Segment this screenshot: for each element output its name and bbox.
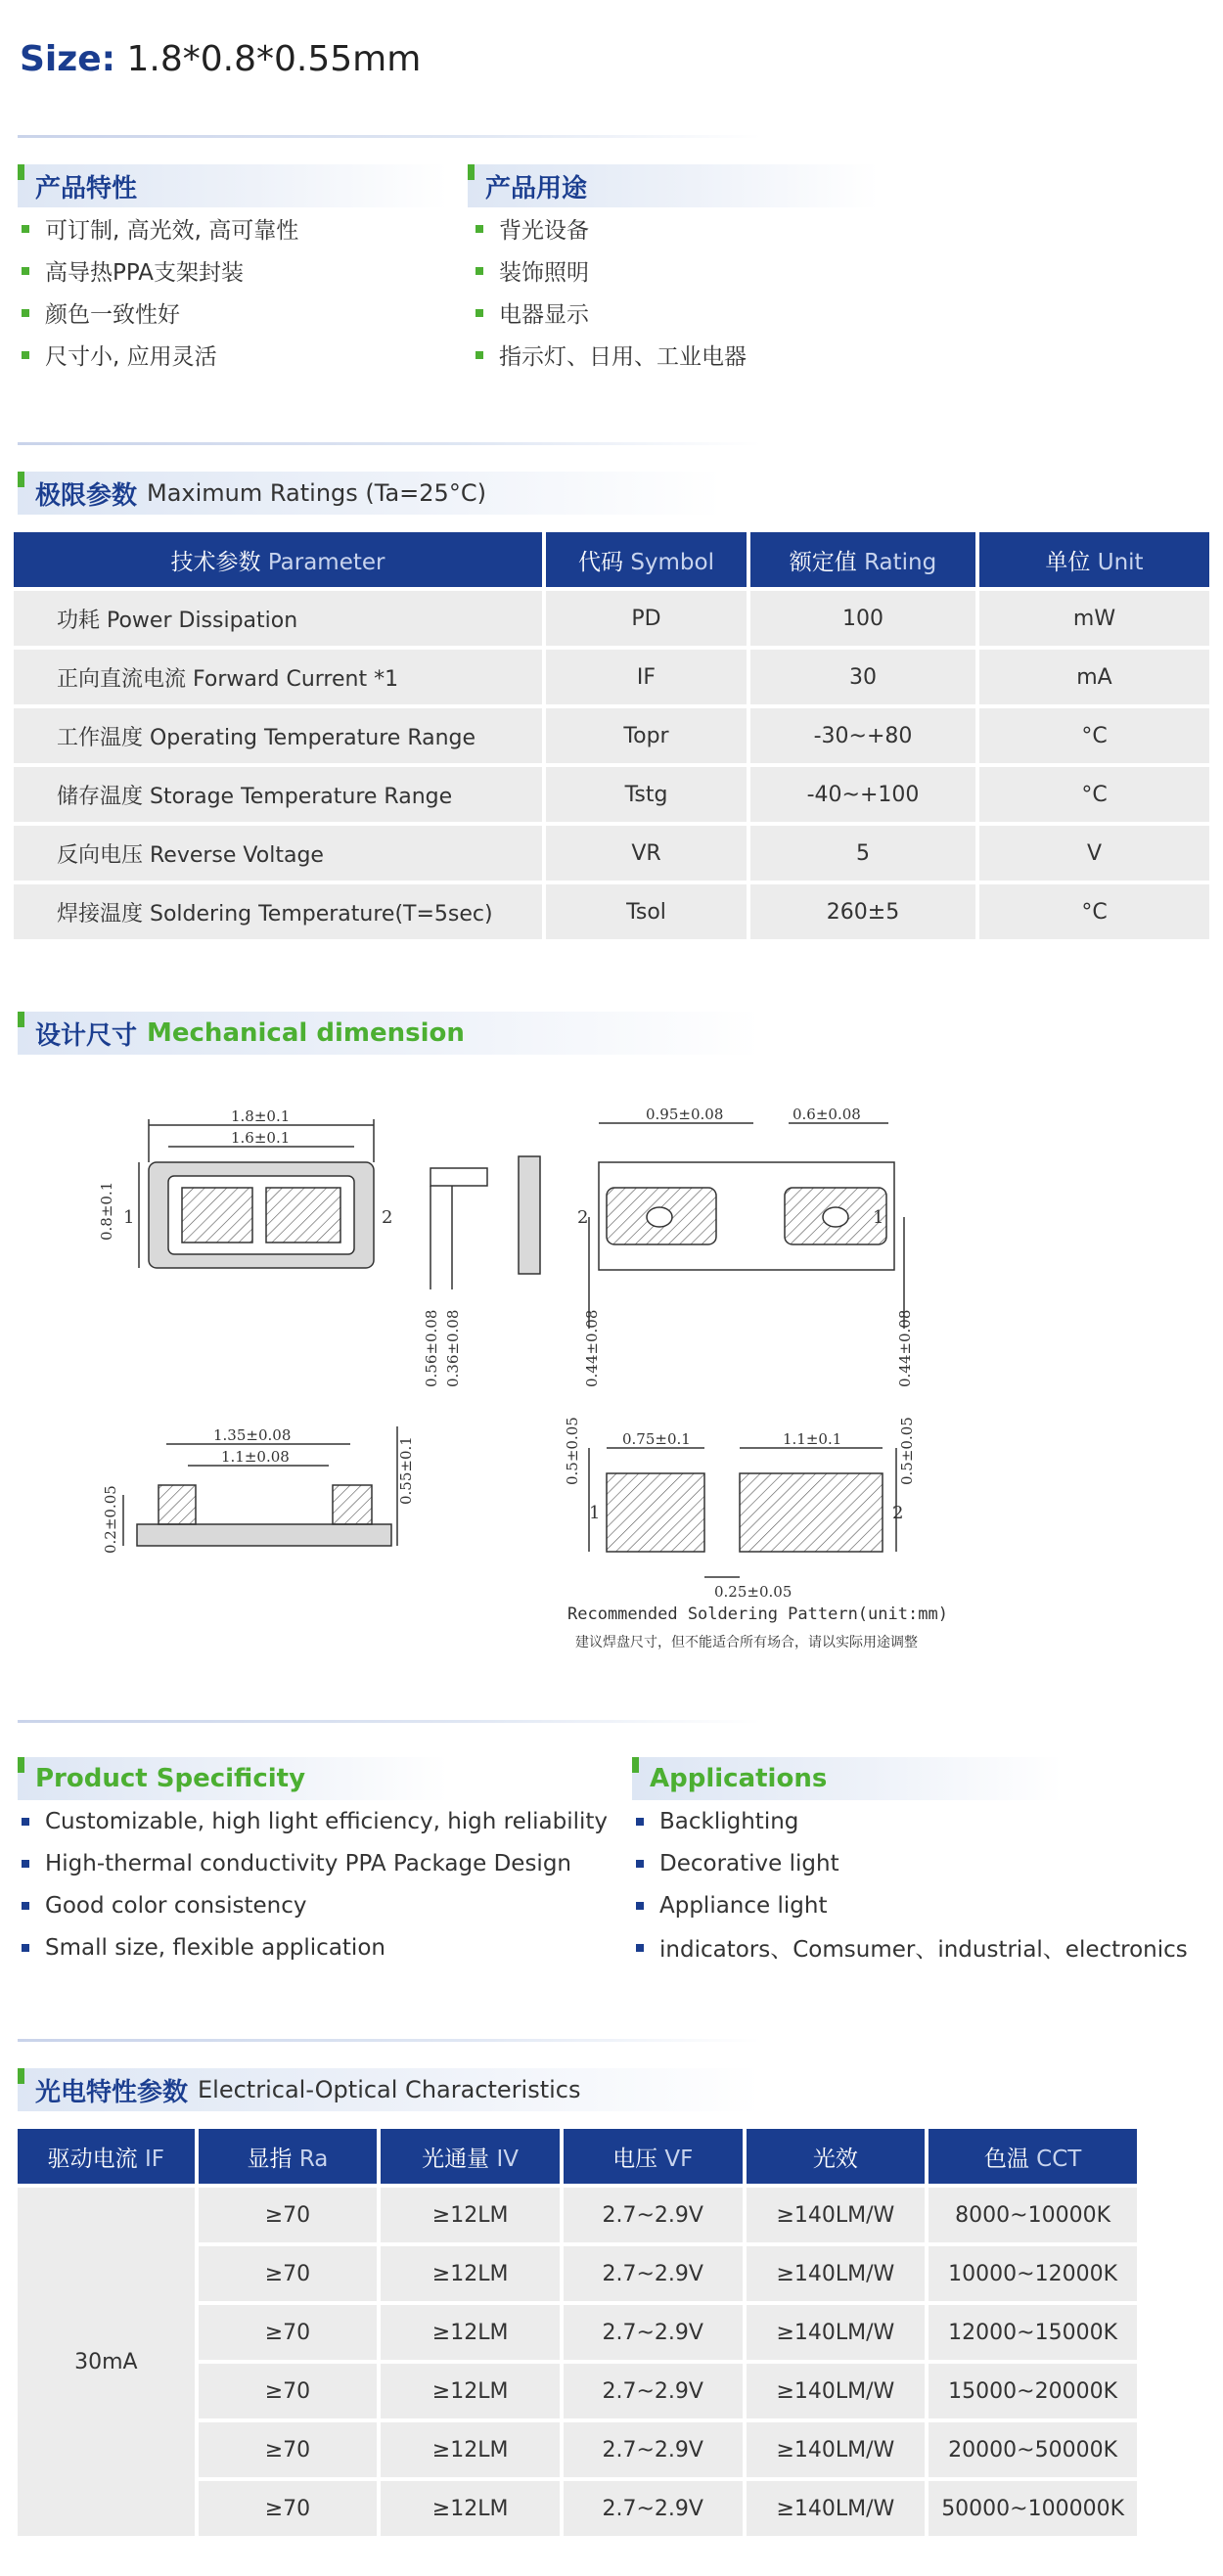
cell-cct: 8000~10000K (929, 2188, 1137, 2242)
dim-label: 0.44±0.08 (896, 1309, 914, 1387)
table-row (14, 767, 1209, 822)
pattern-caption: Recommended Soldering Pattern(unit:mm) (567, 1604, 948, 1624)
list-item: 装饰照明 (476, 249, 747, 292)
bullet-icon (22, 1944, 29, 1952)
divider (18, 1720, 761, 1723)
mechanical-title: 设计尺寸 Mechanical dimension (18, 1012, 761, 1055)
cell-eff: ≥140LM/W (747, 2188, 926, 2242)
list-item: Good color consistency (22, 1884, 608, 1926)
table-row (14, 884, 1209, 939)
list-item: indicators、Comsumer、industrial、electronics (636, 1926, 1188, 1968)
table-row (14, 650, 1209, 704)
cell-vf: 2.7~2.9V (564, 2246, 743, 2301)
list-item: 颜色一致性好 (22, 292, 298, 334)
cell-vf: 2.7~2.9V (564, 2422, 743, 2477)
size-label: Size: (20, 39, 116, 79)
dim-label: 0.36±0.08 (444, 1309, 462, 1387)
uses-list (476, 207, 747, 376)
dimension-drawing (88, 1094, 969, 1661)
cell-unit: °C (979, 708, 1209, 763)
cell-param: 反向电压 Reverse Voltage (14, 826, 542, 881)
uses-title: 产品用途 (468, 164, 879, 207)
cell-param: 正向直流电流 Forward Current *1 (14, 650, 542, 704)
dim-label: 1.35±0.08 (213, 1426, 292, 1444)
divider (18, 135, 761, 138)
solder-pad-right (740, 1473, 883, 1552)
cell-eff: ≥140LM/W (747, 2422, 926, 2477)
cell-vf: 2.7~2.9V (564, 2481, 743, 2536)
cell-ra: ≥70 (199, 2364, 378, 2418)
size-line (20, 39, 421, 79)
cell-iv: ≥12LM (381, 2305, 560, 2360)
table-row (18, 2188, 1137, 2242)
cell-eff: ≥140LM/W (747, 2364, 926, 2418)
cell-rating: 5 (750, 826, 975, 881)
cell-vf: 2.7~2.9V (564, 2305, 743, 2360)
features-title: 产品特性 (18, 164, 448, 207)
size-value: 1.8*0.8*0.55mm (126, 39, 422, 79)
cell-unit: mA (979, 650, 1209, 704)
table-header: 额定值 Rating (750, 532, 975, 587)
dim-label: 0.55±0.1 (397, 1436, 415, 1505)
dim-label: 1.8±0.1 (231, 1107, 291, 1125)
dim-label: 1.1±0.1 (783, 1430, 842, 1448)
table-header-row (14, 532, 1209, 587)
cell-unit: °C (979, 884, 1209, 939)
bullet-icon (476, 309, 483, 317)
cell-cct: 50000~100000K (929, 2481, 1137, 2536)
bullet-icon (22, 1902, 29, 1910)
list-item: 背光设备 (476, 207, 747, 249)
applications-list (636, 1800, 1188, 1968)
solder-pad-left (607, 1473, 704, 1552)
bullet-icon (22, 225, 29, 233)
list-item: 尺寸小, 应用灵活 (22, 334, 298, 376)
cell-param: 储存温度 Storage Temperature Range (14, 767, 542, 822)
product-specificity-list (22, 1800, 608, 1968)
pattern-note: 建议焊盘尺寸，但不能适合所有场合，请以实际用途调整 (575, 1635, 918, 1650)
cell-symbol: Tstg (546, 767, 747, 822)
cell-vf: 2.7~2.9V (564, 2188, 743, 2242)
table-row (14, 708, 1209, 763)
cell-iv: ≥12LM (381, 2364, 560, 2418)
table-row (14, 826, 1209, 881)
dim-label: 0.8±0.1 (98, 1181, 115, 1241)
bullet-icon (22, 267, 29, 275)
cell-cct: 10000~12000K (929, 2246, 1137, 2301)
dim-label: 0.6±0.08 (793, 1106, 861, 1123)
cell-param: 焊接温度 Soldering Temperature(T=5sec) (14, 884, 542, 939)
cell-cct: 12000~15000K (929, 2305, 1137, 2360)
dim-label: 0.5±0.05 (898, 1417, 916, 1485)
bullet-icon (476, 351, 483, 359)
package-side-view (430, 1168, 487, 1186)
list-item: Small size, flexible application (22, 1926, 608, 1968)
table-row (14, 591, 1209, 646)
table-header: 显指 Ra (199, 2129, 378, 2184)
mechanical-drawing (88, 1094, 969, 1661)
cell-ra: ≥70 (199, 2305, 378, 2360)
cell-cct: 15000~20000K (929, 2364, 1137, 2418)
list-item: 高导热PPA支架封装 (22, 249, 298, 292)
list-item: High-thermal conductivity PPA Package Design (22, 1842, 608, 1884)
cell-rating: 260±5 (750, 884, 975, 939)
table-header: 色温 CCT (929, 2129, 1137, 2184)
cell-ra: ≥70 (199, 2481, 378, 2536)
pin-label: 1 (589, 1503, 601, 1523)
bullet-icon (476, 225, 483, 233)
eo-title: 光电特性参数 Electrical-Optical Characteristics (18, 2068, 761, 2111)
cell-eff: ≥140LM/W (747, 2246, 926, 2301)
applications-title: Applications (632, 1757, 1063, 1800)
dim-label: 0.95±0.08 (646, 1106, 724, 1123)
list-item: Customizable, high light efficiency, high reliability (22, 1800, 608, 1842)
cell-unit: V (979, 826, 1209, 881)
cell-ra: ≥70 (199, 2422, 378, 2477)
features-list (22, 207, 298, 376)
cell-rating: 30 (750, 650, 975, 704)
table-header: 电压 VF (564, 2129, 743, 2184)
bullet-icon (636, 1902, 644, 1910)
bullet-icon (636, 1944, 644, 1952)
cell-current: 30mA (18, 2188, 195, 2536)
table-header: 技术参数 Parameter (14, 532, 542, 587)
ratings-title: 极限参数 Maximum Ratings (Ta=25°C) (18, 472, 722, 515)
cell-eff: ≥140LM/W (747, 2481, 926, 2536)
cell-symbol: VR (546, 826, 747, 881)
dim-label: 0.75±0.1 (622, 1430, 691, 1448)
list-item: 指示灯、日用、工业电器 (476, 334, 747, 376)
cell-unit: mW (979, 591, 1209, 646)
list-item: Decorative light (636, 1842, 1188, 1884)
package-front-view (137, 1524, 391, 1546)
dim-label: 0.25±0.05 (714, 1583, 793, 1601)
table-header: 单位 Unit (979, 532, 1209, 587)
cell-param: 功耗 Power Dissipation (14, 591, 542, 646)
pin-label: 2 (892, 1503, 904, 1523)
table-header: 驱动电流 IF (18, 2129, 195, 2184)
cell-unit: °C (979, 767, 1209, 822)
cell-rating: 100 (750, 591, 975, 646)
bullet-icon (22, 1818, 29, 1826)
cell-rating: -30~+80 (750, 708, 975, 763)
bullet-icon (636, 1818, 644, 1826)
pin-label: 1 (123, 1207, 135, 1228)
cell-iv: ≥12LM (381, 2188, 560, 2242)
list-item: Appliance light (636, 1884, 1188, 1926)
bullet-icon (22, 1860, 29, 1868)
product-specificity-title: Product Specificity (18, 1757, 448, 1800)
cell-symbol: Tsol (546, 884, 747, 939)
table-header: 光通量 IV (381, 2129, 560, 2184)
table-header: 代码 Symbol (546, 532, 747, 587)
cell-ra: ≥70 (199, 2246, 378, 2301)
cell-cct: 20000~50000K (929, 2422, 1137, 2477)
dim-label: 0.2±0.05 (102, 1485, 119, 1554)
bullet-icon (476, 267, 483, 275)
table-header: 光效 (747, 2129, 926, 2184)
cell-symbol: PD (546, 591, 747, 646)
dim-label: 0.5±0.05 (564, 1417, 581, 1485)
cell-iv: ≥12LM (381, 2246, 560, 2301)
dim-label: 1.6±0.1 (231, 1129, 291, 1147)
cell-symbol: Topr (546, 708, 747, 763)
list-item: Backlighting (636, 1800, 1188, 1842)
divider (18, 2039, 761, 2042)
cell-eff: ≥140LM/W (747, 2305, 926, 2360)
bullet-icon (22, 351, 29, 359)
pin-label: 1 (873, 1207, 884, 1228)
dim-label: 0.44±0.08 (583, 1309, 601, 1387)
list-item: 电器显示 (476, 292, 747, 334)
divider (18, 442, 761, 445)
bullet-icon (636, 1860, 644, 1868)
cell-param: 工作温度 Operating Temperature Range (14, 708, 542, 763)
cell-iv: ≥12LM (381, 2422, 560, 2477)
table-header-row (18, 2129, 1137, 2184)
pin-label: 2 (382, 1207, 393, 1228)
eo-table (14, 2125, 1141, 2540)
cell-symbol: IF (546, 650, 747, 704)
ratings-table (10, 528, 1213, 943)
dim-label: 0.56±0.08 (423, 1309, 440, 1387)
cell-iv: ≥12LM (381, 2481, 560, 2536)
bullet-icon (22, 309, 29, 317)
pin-label: 2 (577, 1207, 589, 1228)
cell-vf: 2.7~2.9V (564, 2364, 743, 2418)
dim-label: 1.1±0.08 (221, 1448, 290, 1466)
cell-rating: -40~+100 (750, 767, 975, 822)
list-item: 可订制, 高光效, 高可靠性 (22, 207, 298, 249)
cell-ra: ≥70 (199, 2188, 378, 2242)
